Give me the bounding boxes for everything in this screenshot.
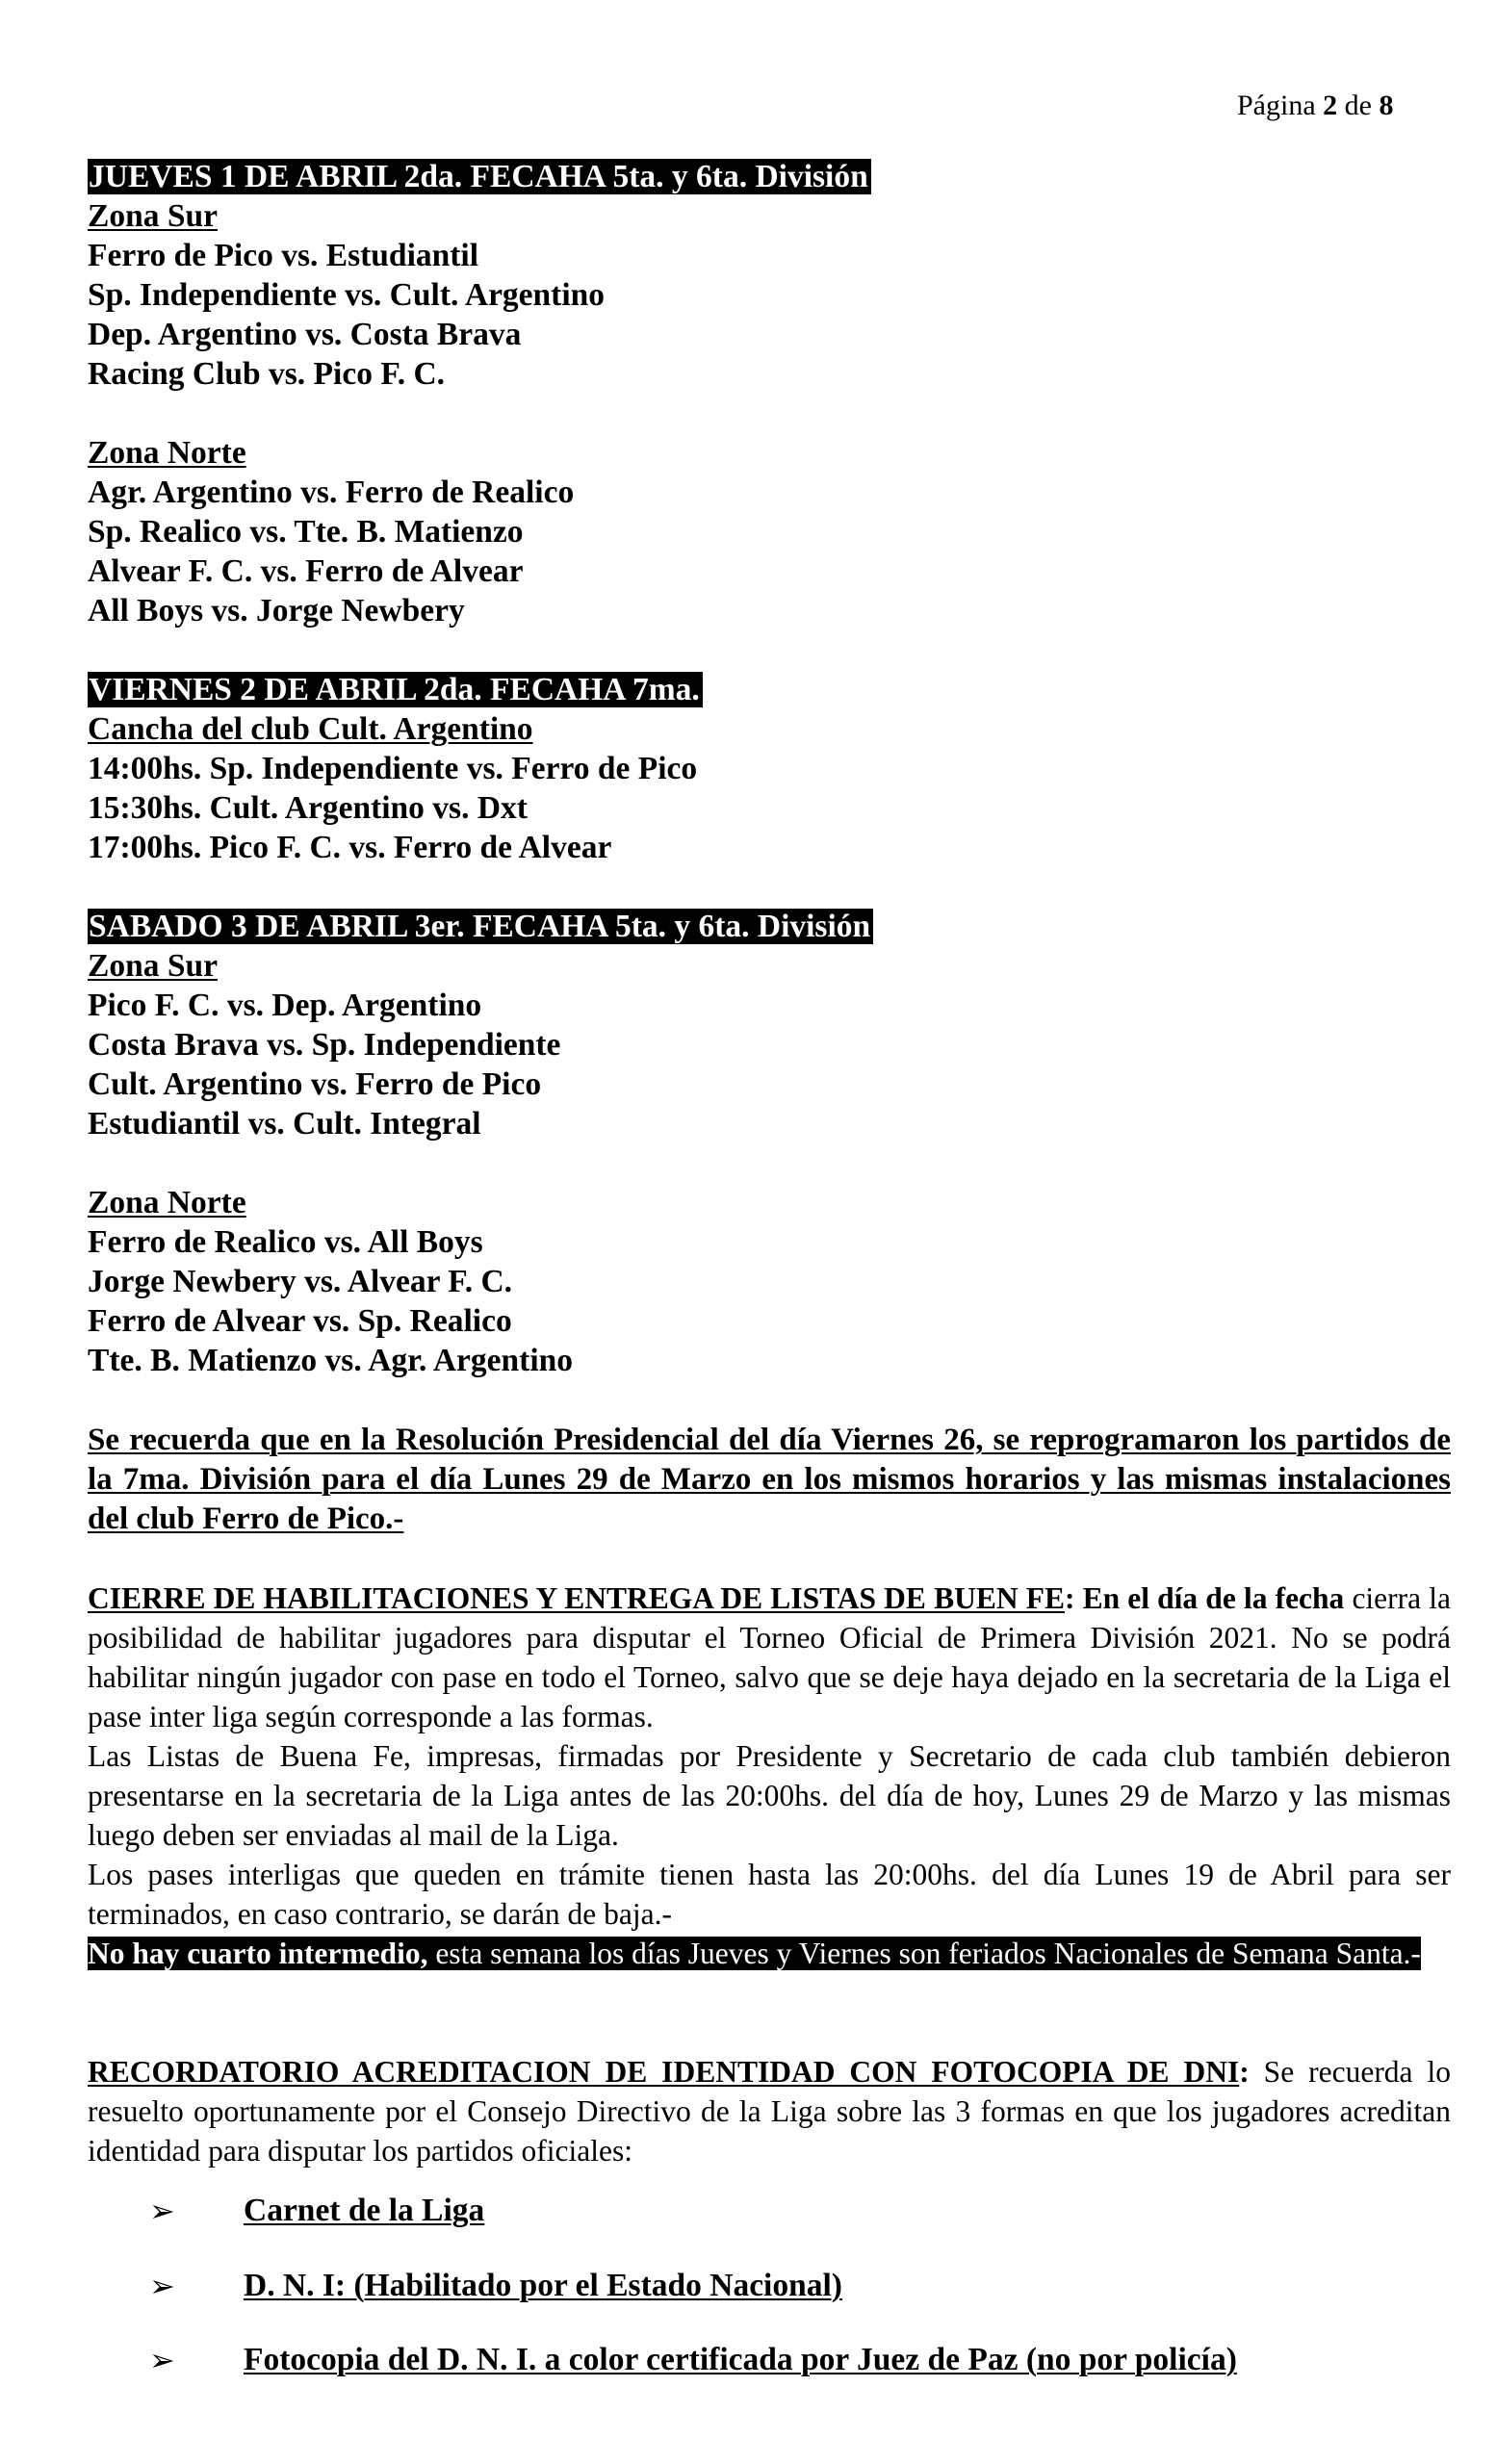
match-line: Costa Brava vs. Sp. Independiente — [88, 1027, 561, 1063]
list-item: Carnet de la Liga — [244, 2193, 485, 2228]
match-line: Tte. B. Matienzo vs. Agr. Argentino — [88, 1343, 574, 1378]
viernes-header: VIERNES 2 DE ABRIL 2da. FECAHA 7ma. — [88, 671, 703, 709]
match-line: Sp. Realico vs. Tte. B. Matienzo — [88, 514, 524, 550]
listas-paragraph: Las Listas de Buena Fe, impresas, firmadas por Presidente y Secretario de cada club también debieron presentarse en la secretaria de la Liga antes de las 20:00hs. del día de hoy, Lunes 29 de Marzo y las mismas luego deben ser enviadas al mail de la Liga. — [88, 1739, 1451, 1852]
recordatorio-paragraph: RECORDATORIO ACREDITACION DE IDENTIDAD CON FOTOCOPIA DE DNI: Se recuerda lo resuelto oportunamente por el Consejo Directivo de la Liga sobre las 3 formas en que los jugadores acreditan identidad para disputar los partidos oficiales: — [88, 2055, 1451, 2168]
match-line: 15:30hs. Cult. Argentino vs. Dxt — [88, 790, 528, 826]
match-line: Ferro de Alvear vs. Sp. Realico — [88, 1303, 512, 1339]
list-item: Fotocopia del D. N. I. a color certificada por Juez de Paz (no por policía) — [244, 2342, 1237, 2377]
jueves-header: JUEVES 1 DE ABRIL 2da. FECAHA 5ta. y 6ta. División — [88, 158, 871, 196]
cierre-title: CIERRE DE HABILITACIONES Y ENTREGA DE LISTAS DE BUEN FE — [88, 1581, 1065, 1615]
match-line: Racing Club vs. Pico F. C. — [88, 356, 446, 392]
match-line: Sp. Independiente vs. Cult. Argentino — [88, 277, 606, 313]
jueves-zona-sur-title: Zona Sur — [88, 198, 218, 234]
pases-paragraph: Los pases interligas que queden en trámite tienen hasta las 20:00hs. del día Lunes 19 de Abril para ser terminados, en caso contrario, se darán de baja.- — [88, 1858, 1451, 1931]
match-line: Dep. Argentino vs. Costa Brava — [88, 317, 522, 352]
page-number — [1237, 89, 1393, 123]
match-line: Jorge Newbery vs. Alvear F. C. — [88, 1264, 513, 1299]
match-line: 14:00hs. Sp. Independiente vs. Ferro de Pico — [88, 751, 698, 786]
match-line: Estudiantil vs. Cult. Integral — [88, 1106, 481, 1142]
notice-paragraph: No hay cuarto intermedio, esta semana los días Jueves y Viernes son feriados Nacionales de Semana Santa.- — [88, 1937, 1421, 1970]
match-line: 17:00hs. Pico F. C. vs. Ferro de Alvear — [88, 830, 612, 865]
list-item: D. N. I: (Habilitado por el Estado Nacional) — [244, 2268, 842, 2303]
arrow-bullet-icon: ➢ — [149, 2268, 175, 2304]
reminder-paragraph: Se recuerda que en la Resolución Presidencial del día Viernes 26, se reprogramaron los partidos de la 7ma. División para el día Lunes 29 de Marzo en los mismos horarios y las mismas instalaciones del club Ferro de Pico.- — [88, 1423, 1451, 1536]
arrow-bullet-icon: ➢ — [149, 2193, 175, 2229]
sabado-header: SABADO 3 DE ABRIL 3er. FECAHA 5ta. y 6ta. División — [88, 908, 873, 946]
page-current: 2 — [1323, 90, 1338, 121]
page-total: 8 — [1379, 90, 1394, 121]
match-line: Ferro de Pico vs. Estudiantil — [88, 238, 479, 273]
sabado-zona-sur-title: Zona Sur — [88, 948, 218, 984]
match-line: Alvear F. C. vs. Ferro de Alvear — [88, 553, 524, 589]
match-line: Agr. Argentino vs. Ferro de Realico — [88, 475, 575, 510]
jueves-zona-norte-title: Zona Norte — [88, 435, 246, 471]
match-line: All Boys vs. Jorge Newbery — [88, 593, 465, 629]
match-line: Ferro de Realico vs. All Boys — [88, 1224, 483, 1260]
match-line: Cult. Argentino vs. Ferro de Pico — [88, 1066, 542, 1102]
page-sep: de — [1344, 90, 1372, 121]
page-label: Página — [1237, 90, 1316, 121]
match-line: Pico F. C. vs. Dep. Argentino — [88, 988, 482, 1023]
viernes-venue: Cancha del club Cult. Argentino — [88, 711, 533, 747]
arrow-bullet-icon: ➢ — [149, 2342, 175, 2378]
cierre-paragraph: CIERRE DE HABILITACIONES Y ENTREGA DE LISTAS DE BUEN FE: En el día de la fecha cierra la posibilidad de habilitar jugadores para disputar el Torneo Oficial de Primera División 2021. No se podrá habilitar ningún jugador con pase en todo el Torneo, salvo que se deje haya dejado en la secretaria de la Liga el pase inter liga según corresponde a las formas. — [88, 1581, 1451, 1733]
sabado-zona-norte-title: Zona Norte — [88, 1185, 246, 1220]
recordatorio-title: RECORDATORIO ACREDITACION DE IDENTIDAD CON FOTOCOPIA DE DNI — [88, 2055, 1240, 2089]
